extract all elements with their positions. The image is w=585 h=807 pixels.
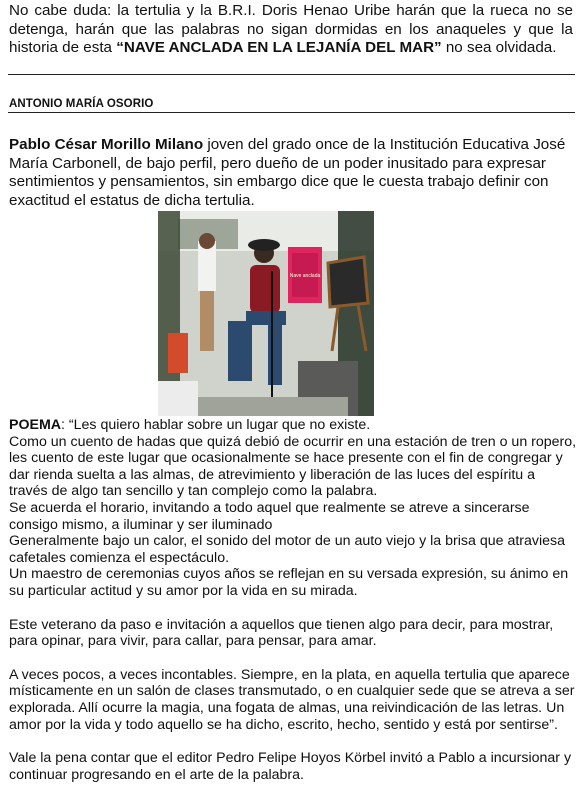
event-photo-illustration <box>158 211 374 416</box>
lead-name: Pablo César Morillo Milano <box>9 136 204 153</box>
paragraph-gap <box>9 733 577 750</box>
paragraph-gap <box>9 600 577 617</box>
lead-text: joven del grado once de la Institución Educativa José María Carbonell, de bajo perfil, pero dueño de un poder inusitado para expresar sentimientos y pensamientos, sin embargo dice que le cuesta trabajo definir con exactitud el estatus de dicha tertulia. <box>9 136 566 209</box>
paragraph-gap <box>9 650 577 667</box>
sign-text: Nave anclada <box>289 273 321 279</box>
poem-line: Como un cuento de hadas que quizá debió de ocurrir en una estación de tren o un ropero, les cuento de este lugar que ocasionalmente se hace presente con el fin de congregar y dar rienda suelta a las almas, de atrevimiento y liberación de las luces del espíritu a través de algo tan sencillo y tan complejo como la palabra. <box>9 433 577 500</box>
lead-paragraph <box>9 136 575 210</box>
tertulia-name: “NAVE ANCLADA EN LA LEJANÍA DEL MAR” <box>116 39 442 56</box>
divider-byline <box>8 112 575 113</box>
poem-first-line-text: : “Les quiero hablar sobre un lugar que no existe. <box>61 417 371 433</box>
intro-text: No cabe duda: la tertulia y la B.R.I. Doris Henao Uribe harán que la rueca no se detenga, harán que las palabras no sigan dormidas en los anaqueles y que la historia de esta <box>9 2 573 56</box>
intro-paragraph <box>9 2 573 58</box>
poem-paragraph-3: A veces pocos, a veces incontables. Siempre, en la plata, en aquella tertulia que aparece místicamente en un salón de clases transmutado, o en cualquier sede que se atreva a ser explorada. Allí ocurre la magia, una fogata de almas, una reivindicación de las letras. Un amor por la vida y todo aquello se ha dicho, escrito, hecho, sentido y está por sentirse”. <box>9 666 575 733</box>
author-byline: ANTONIO MARÍA OSORIO <box>9 98 154 110</box>
closing-paragraph: Vale la pena contar que el editor Pedro Felipe Hoyos Körbel invitó a Pablo a incursionar y continuar progresando en el arte de la palabra. <box>9 750 572 783</box>
poem-label: POEMA <box>9 417 62 433</box>
poem-line: Un maestro de ceremonias cuyos años se reflejan en su versada expresión, su ánimo en su particular actitud y su amor por la vida en su mirada. <box>9 566 569 599</box>
poem-line: Generalmente bajo un calor, el sonido del motor de un auto viejo y la brisa que atraviesa cafetales comienza el espectáculo. <box>9 533 566 566</box>
divider-top <box>8 74 575 75</box>
intro-text-end: no sea olvidada. <box>441 39 557 56</box>
poem-line: Se acuerda el horario, invitando a todo aquel que realmente se atreve a sincerarse consigo mismo, a iluminar y ser iluminado <box>9 499 530 533</box>
poem-paragraph-2: Este veterano da paso e invitación a aquellos que tienen algo para decir, para mostrar, para opinar, para vivir, para callar, para pensar, para amar. <box>9 616 554 650</box>
event-photo <box>158 211 374 416</box>
poem-first-line <box>9 417 577 434</box>
poem-section <box>9 417 577 783</box>
